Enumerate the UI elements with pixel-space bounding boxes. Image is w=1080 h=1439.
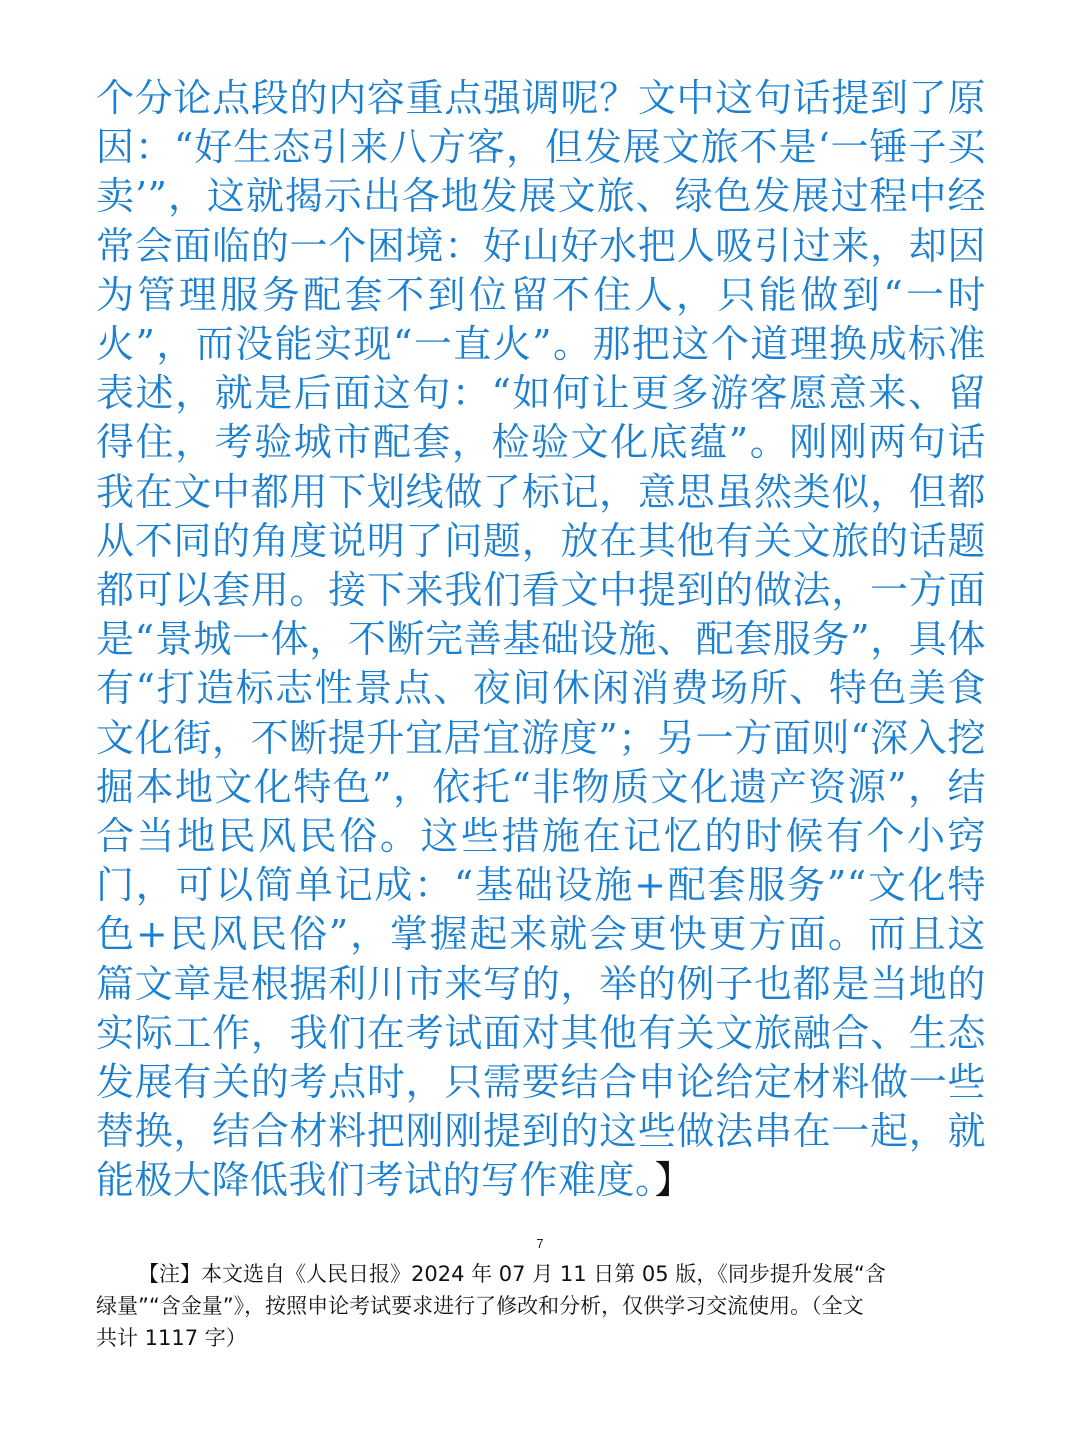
analysis-text: 个分论点段的内容重点强调呢？文中这句话提到了原因：“好生态引来八方客，但发展文旅不是‘一锤子买卖’”，这就揭示出各地发展文旅、绿色发展过程中经常会面临的一个困境：好山好水把人吸引过来，却因为管理服务配套不到位留不住人，只能做到“一时火”，而没能实现“一直火”。那把这个道理换成标准表述，就是后面这句：“如何让更多游客愿意来、留得住，考验城市配套，检验文化底蕴”。刚刚两句话我在文中都用下划线做了标记，意思虽然类似，但都从不同的角度说明了问题，放在其他有关文旅的话题都可以套用。接下来我们看文中提到的做法，一方面是“景城一体，不断完善基础设施、配套服务”，具体有“打造标志性景点、夜间休闲消费场所、特色美食文化街，不断提升宜居宜游度”；另一方面则“深入挖掘本地文化特色”，依托“非物质文化遗产资源”，结合当地民风民俗。这些措施在记忆的时候有个小窍门，可以简单记成：“基础设施+配套服务”“文化特色+民风民俗”，掌握起来就会更快更方面。而且这篇文章是根据利川市来写的，举的例子也都是当地的实际工作，我们在考试面对其他有关文旅融合、生态发展有关的考点时，只需要结合申论给定材料做一些替换，结合材料把刚刚提到的这些做法串在一起，就能极大降低我们考试的写作难度。 <box>96 76 986 1203</box>
source-note-line-1: 【注】本文选自《人民日报》2024 年 07 月 11 日第 05 版，《同步提升发展“含 <box>138 1262 886 1286</box>
page-number: 7 <box>536 1236 544 1251</box>
source-note-line-2: 绿量”“含金量”》，按照申论考试要求进行了修改和分析，仅供学习交流使用。（全文 <box>96 1294 864 1318</box>
source-note-line-3: 共计 1117 字） <box>96 1326 247 1350</box>
analysis-paragraph <box>96 74 986 1206</box>
closing-bracket: 】 <box>654 1158 694 1203</box>
source-note <box>96 1258 986 1354</box>
